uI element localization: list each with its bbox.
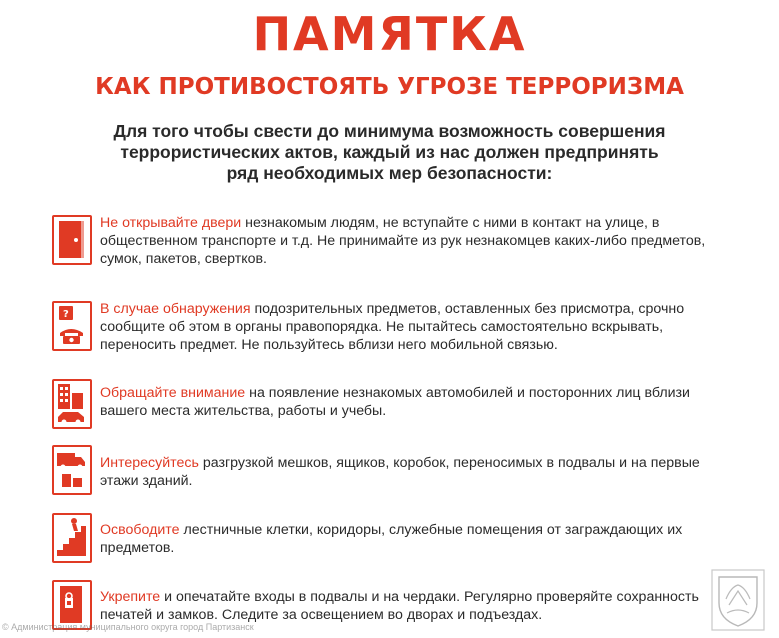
svg-text:?: ?	[63, 309, 69, 320]
city-emblem-icon	[711, 569, 765, 631]
advice-lead: Укрепите	[100, 589, 161, 605]
advice-body: и опечатайте входы в подвалы и на чердаки. Регулярно проверяйте сохранность печатей и замков. Следите за освещением во дворах и подъездах.	[100, 589, 699, 623]
advice-body: разгрузкой мешков, ящиков, коробок, переносимых в подвалы и на первые этажи зданий.	[100, 455, 700, 489]
intro-paragraph	[0, 121, 779, 184]
phone-icon-graphic	[54, 303, 89, 348]
intro-line: ряд необходимых мер безопасности:	[226, 163, 553, 183]
door-icon-graphic	[54, 217, 89, 262]
page-subtitle: КАК ПРОТИВОСТОЯТЬ УГРОЗЕ ТЕРРОРИЗМА	[95, 74, 684, 100]
advice-body: незнакомым людям, не вступайте с ними в контакт на улице, в общественном транспорте и т.д. Не принимайте из рук незнакомцев каких-либо предметов, сумок, пакетов, свертков.	[100, 215, 706, 267]
advice-lead: Освободите	[100, 522, 180, 538]
advice-lead: Обращайте внимание	[100, 385, 246, 401]
advice-text	[100, 384, 740, 420]
advice-body: на появление незнакомых автомобилей и посторонних лиц вблизи вашего места жительства, работы и учебы.	[100, 385, 690, 419]
advice-lead: Интересуйтесь	[100, 455, 199, 471]
footer-credit: © Администрация муниципального округа город Партизанск	[2, 622, 254, 632]
advice-text	[100, 300, 740, 354]
truck-icon	[52, 445, 92, 495]
building-car-icon-graphic	[54, 381, 89, 426]
phone-icon	[52, 301, 92, 351]
door-icon	[52, 215, 92, 265]
advice-lead: В случае обнаружения	[100, 301, 251, 317]
intro-line: террористических актов, каждый из нас должен предпринять	[120, 142, 659, 162]
advice-lead: Не открывайте двери	[100, 215, 242, 231]
advice-text	[100, 588, 740, 624]
stairs-icon	[52, 513, 92, 563]
advice-text	[100, 214, 740, 268]
page-title: ПАМЯТКА	[252, 7, 527, 61]
advice-text	[100, 454, 740, 490]
sealed-door-icon-graphic	[54, 582, 89, 627]
building-car-icon	[52, 379, 92, 429]
truck-icon-graphic	[54, 447, 89, 492]
intro-line: Для того чтобы свести до минимума возможность совершения	[113, 121, 666, 141]
advice-body: лестничные клетки, коридоры, служебные помещения от заграждающих их предметов.	[100, 522, 683, 556]
advice-body: подозрительных предметов, оставленных без присмотра, срочно сообщите об этом в органы правопорядка. Не пытайтесь самостоятельно вскрывать, переносить предмет. Не пользуйтесь вблизи него мобильной связью.	[100, 301, 685, 353]
advice-text	[100, 521, 740, 557]
stairs-icon-graphic	[54, 515, 89, 560]
